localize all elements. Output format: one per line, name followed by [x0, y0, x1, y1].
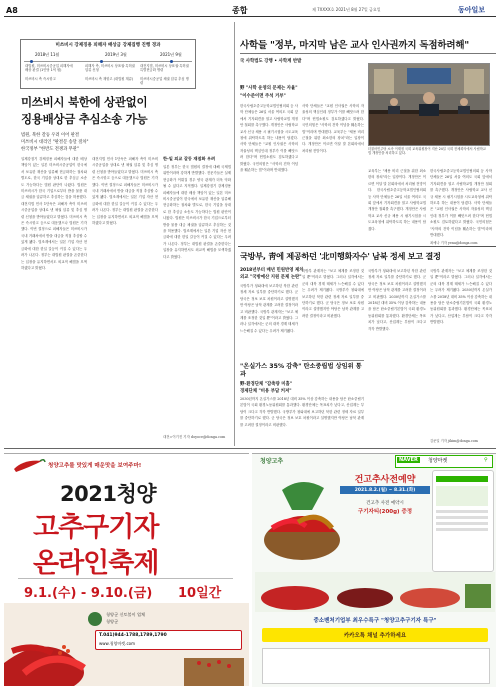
phone-line	[436, 528, 488, 531]
column-divider	[234, 22, 235, 446]
right-top-col4: 한국사립초중고등학교법인협의회 등 사학 단체들은 26일 서울 여의도 국회 앞에서 기자회견을 열고 사립학교법 개정안 철회를 촉구했다. 개정안은 사립학교 교사 신규 채용 시 필기시험을 시도교육청에 위탁하도록 하는 내용이 담겼다. 사학 단체들은 "교원 인사권은 사학의 자율성의 핵심인데 정부가 이를 빼앗으려 한다"며 헌법소원도 검토하겠다고 밝혔다. 국민의힘은 "사학의 건학 이념을 훼손하는 법"이라며 반대했다.	[430, 169, 492, 238]
section-divider	[238, 246, 496, 247]
ad-brand: 청양고추	[260, 458, 284, 465]
ad-bottom-panel	[262, 648, 490, 684]
naver-badge: NAVER	[399, 457, 418, 463]
timeline-date: 2021년 9월	[160, 52, 182, 57]
timeline-text: 피해자 측, 미쓰비시 상표권·특허권 압류 신청	[85, 64, 135, 73]
left-article-col3: 일본 정부는 한국 법원의 결정에 대해 국제법 위반이라며 강하게 반발했다. 전문가들은 실제 현금화가 이뤄질 경우 양국 관계가 더욱 악화될 수 있다고 지적했다. 일제강점기 강제징용 피해자들에 대한 배상 책임이 있는 일본 미쓰비시중공업이 한국에서 보유한 재산을 압류해 현금화하는 절차와 별도로, 한국 기업을 상대로 한 추심금 소송도 가능하다는 법원 판단이 나왔다. 법원은 미쓰비시가 한국 기업으로부터 받을 물품 대금 채권을 압류하고 추심하는 것을 허용했다. 법조계에서는 일본 기업 자산 현금화에 대한 한일 갈등이 커질 수 있다는 우려가 나온다. 정부는 대법원 판결을 존중한다는 입장을 유지하면서도 외교적 해법을 모색하겠다고 밝혔다.	[163, 165, 231, 259]
ad-days: 10일간	[178, 586, 222, 601]
right-top-byline: 최예나 기자 yena@donga.com	[430, 241, 478, 245]
timeline-date: 2019년 3월	[105, 52, 127, 57]
ad-dates: 9.1.(수) - 9.10.(금)	[24, 586, 153, 601]
right-mid-col1: 국방부가 청와대에 보고하던 북한 관련 정세 자료 일부를 중단하기로 했다. 군 당국은 정보 보호 차원이라고 설명했지만 야당은 남북 관계를 고려한 결정이라고 비판했다. 국방부 관계자는 "보고 체계를 조정한 것일 뿐"이라고 밝혔다. 그러나 일각에서는 군의 대북 경계 태세가 느슨해질 수 있다는 우려가 제기됐다.	[240, 284, 298, 333]
issue-date: 제 7XXXX호 2021년 8월 27일 금요일	[312, 7, 381, 12]
phone-header-bar	[436, 476, 488, 482]
county-emblem-icon	[88, 612, 102, 626]
right-top-col2: 사학 단체들은 "교원 인사권은 사학의 자율성의 핵심인데 정부가 이를 빼앗으려 한다"며 헌법소원도 검토하겠다고 밝혔다. 국민의힘은 "사학의 건학 이념을 훼손하는 법"이라며 반대했다. 교육부는 "채용 비리 근절을 위한 최소한의 장치"라는 입장이다. 개정안은 이르면 이달 말 본회의에서 처리될 전망이다.	[302, 104, 364, 153]
ad-sponsor: 청양군	[106, 619, 119, 624]
right-top-col3: 교육부는 "채용 비리 근절을 위한 최소한의 장치"라는 입장이다. 개정안은 이르면 이달 말 본회의에서 처리될 전망이다. 한국사립초중고등학교법인협의회 등 사학 단체들은 26일 서울 여의도 국회 앞에서 기자회견을 열고 사립학교법 개정안 철회를 촉구했다. 개정안은 사립학교 교사 신규 채용 시 필기시험을 시도교육청에 위탁하도록 하는 내용이 담겼다.	[368, 169, 426, 231]
left-article-byline: 대전=이기진 기자 doyoce@donga.com	[163, 435, 226, 439]
timeline-dot	[100, 60, 103, 63]
header-rule	[4, 16, 496, 17]
ad-title-1: 고추구기자	[33, 512, 159, 543]
preorder-dates: 2021.8.2.(월) ~ 8.31.(화)	[340, 486, 430, 494]
left-headline-line2: 징용배상금 추심소송 가능	[21, 112, 148, 126]
ad-org: 청양군 신토불이 업체	[106, 612, 146, 617]
page-number: A8	[6, 6, 18, 15]
preorder-title: 건고추사전예약	[354, 475, 416, 485]
phone-line	[436, 516, 488, 519]
left-subhead: 한국정부 "한반도 전쟁과 무관"	[21, 147, 79, 152]
article-ad-divider	[4, 448, 496, 449]
chili-icon	[10, 457, 46, 475]
timeline-text: 미쓰비시 측 즉시항고	[25, 77, 56, 81]
chili-basket-image	[262, 470, 342, 565]
right-top-subhead: "이수준이면 주석 거부"	[240, 94, 286, 99]
ad-phone: T.041)944-1788,1789,1790	[99, 633, 167, 638]
preorder-sub: 건고추 사전 예약시	[366, 501, 404, 506]
ad-title-2: 온라인축제	[33, 548, 159, 579]
left-subhead: 법원, 북한 갈등 우려 이어 판결	[21, 133, 80, 138]
search-icon[interactable]: ⚲	[484, 457, 488, 463]
phone-line	[436, 522, 488, 525]
right-top-headline: 사학들 "정부, 마지막 남은 교사 인사권까지 독점하려해"	[240, 40, 470, 51]
timeline-text: 대법원, 미쓰비시중공업 피해자에 배상 판결 (1인당 1억 원)	[25, 64, 73, 73]
right-mid-col2: 국방부 관계자는 "보고 체계를 조정한 것일 뿐"이라고 밝혔다. 그러나 일각에서는 군의 대북 경계 태세가 느슨해질 수 있다는 우려가 제기됐다. 국방부가 청와대에 보고하던 북한 관련 정세 자료 일부를 중단하기로 했다. 군 당국은 정보 보호 차원이라고 설명했지만 야당은 남북 관계를 고려한 결정이라고 비판했다.	[302, 269, 364, 318]
right-top-subhead: 국 사학법도 강행 • 사학계 반발	[240, 59, 302, 64]
right-mid-col4: 국방부 관계자는 "보고 체계를 조정한 것일 뿐"이라고 밝혔다. 그러나 일각에서는 군의 대북 경계 태세가 느슨해질 수 있다는 우려가 제기됐다. 2030년까지 온실가스를 2018년 대비 35% 이상 감축하는 내용을 담은 탄소중립기본법이 국회 환경노동위원회를 통과했다. 환경단체는 목표치가 낮다고, 산업계는 부담이 크다고 각각 반발했다.	[430, 269, 492, 325]
carbon-subhead: 野-환경단체 "감축량 미흡"	[240, 382, 293, 387]
right-mid-subhead: 2018년부터 매년 민원반영 제차	[240, 268, 304, 273]
produce-photo	[255, 572, 495, 612]
ad-url[interactable]: www.청양마켓.com	[99, 641, 135, 646]
newspaper-logo: 동아일보	[458, 6, 486, 14]
right-mid-subhead: 외교 "국방예산 지원 문제 논란"	[240, 275, 302, 280]
special-zone-footer: 중소벤처기업부 최우수특구 "청양고추구기자 특구"	[313, 618, 437, 624]
timeline-dot	[30, 60, 33, 63]
carbon-headline: "온실가스 35% 감축" 탄소중립법 상임위 통과	[240, 363, 364, 378]
right-top-subhead: 野 "사학 운영의 문제는 자율"	[240, 86, 298, 91]
kakao-banner-text[interactable]: 카카오톡 채널 추가하세요	[343, 633, 407, 639]
timeline-title: 미쓰비시 강제징용 피해자 배상금 강제집행 진행 경과	[55, 43, 161, 48]
right-top-col1: 한국사립초중고등학교법인협의회 등 사학 단체들은 26일 서울 여의도 국회 앞에서 기자회견을 열고 사립학교법 개정안 철회를 촉구했다. 개정안은 사립학교 교사 신규 채용 시 필기시험을 시도교육청에 위탁하도록 하는 내용이 담겼다. 사학 단체들은 "교원 인사권은 사학의 자율성의 핵심인데 정부가 이를 빼앗으려 한다"며 헌법소원도 검토하겠다고 밝혔다. 국민의힘은 "사학의 건학 이념을 훼손하는 법"이라며 반대했다.	[240, 104, 298, 173]
right-mid-headline: 국방부, 靑에 제공하던 '北미행화자수' 남북 정세 보고 결정	[240, 251, 441, 261]
left-article-col2: 대전지법 민사 1단독은 피해자 측이 미쓰비시중공업을 상대로 낸 채권 압류 및 추심 명령 신청을 받아들였다고 밝혔다. 미쓰비시 측은 즉시항고 등으로 대응했으나 법원은 기각했다. 이번 결정으로 피해자들은 미쓰비시가 국내 거래처에서 받을 대금을 직접 추심할 수 있게 됐다. 법조계에서는 일본 기업 자산 현금화에 대한 한일 갈등이 커질 수 있다는 우려가 나온다. 정부는 대법원 판결을 존중한다는 입장을 유지하면서도 외교적 해법을 모색하겠다고 밝혔다.	[92, 157, 158, 226]
left-headline-line1: 미쓰비시 북한에 상관없이	[21, 95, 148, 109]
carbon-body: 2030년까지 온실가스를 2018년 대비 35% 이상 감축하는 내용을 담은 탄소중립기본법이 국회 환경노동위원회를 통과했다. 환경단체는 목표치가 낮다고, 산업계는 부담이 크다고 각각 반발했다. 국방부가 청와대에 보고하던 북한 관련 정세 자료 일부를 중단하기로 했다. 군 당국은 정보 보호 차원이라고 설명했지만 야당은 남북 관계를 고려한 결정이라고 비판했다.	[240, 396, 364, 444]
section-label: 종합	[232, 6, 248, 15]
search-query[interactable]: 청양마켓	[428, 458, 448, 464]
preorder-gift: 구기자티(200g) 증정	[357, 509, 413, 515]
timeline-text: 미쓰비시 측 재항고 (대법원 계류)	[85, 77, 134, 81]
photo-caption: 더불어민주당 소속 이재정 국회 교육위원장이 지난 24일 국회 전체회의에서 사립학교법 개정안을 처리하고 있다.	[368, 147, 486, 156]
timeline-dot	[170, 60, 173, 63]
phone-line	[436, 510, 488, 513]
timeline-text: 대전지법, 미쓰비시 상표권·특허권 특별현금화 명령	[140, 64, 189, 73]
headline-rule	[240, 53, 496, 54]
right-mid-byline: 김준일 기자 jikim@donga.com	[430, 439, 478, 443]
left-article-col1: 일제강점기 강제징용 피해자들에 대한 배상 책임이 있는 일본 미쓰비시중공업이 한국에서 보유한 재산을 압류해 현금화하는 절차와 별도로, 한국 기업을 상대로 한 추심금 소송도 가능하다는 법원 판단이 나왔다. 법원은 미쓰비시가 한국 기업으로부터 받을 물품 대금 채권을 압류하고 추심하는 것을 허용했다. 대전지법 민사 1단독은 피해자 측이 미쓰비시중공업을 상대로 낸 채권 압류 및 추심 명령 신청을 받아들였다고 밝혔다. 미쓰비시 측은 즉시항고 등으로 대응했으나 법원은 기각했다. 이번 결정으로 피해자들은 미쓰비시가 국내 거래처에서 받을 대금을 직접 추심할 수 있게 됐다. 법조계에서는 일본 기업 자산 현금화에 대한 한일 갈등이 커질 수 있다는 우려가 나온다. 정부는 대법원 판결을 존중한다는 입장을 유지하면서도 외교적 해법을 모색하겠다고 밝혔다.	[21, 157, 87, 270]
right-mid-col3: 국방부가 청와대에 보고하던 북한 관련 정세 자료 일부를 중단하기로 했다. 군 당국은 정보 보호 차원이라고 설명했지만 야당은 남북 관계를 고려한 결정이라고 비판했다. 2030년까지 온실가스를 2018년 대비 35% 이상 감축하는 내용을 담은 탄소중립기본법이 국회 환경노동위원회를 통과했다. 환경단체는 목표치가 낮다고, 산업계는 부담이 크다고 각각 반발했다.	[368, 269, 426, 331]
sub-article-rule	[302, 360, 364, 361]
left-subhead: 미쓰비시 대리인 "판결문 송달 절차"	[21, 140, 89, 145]
timeline-axis	[24, 61, 192, 62]
ad-year: 2021청양	[60, 482, 157, 506]
assembly-photo	[368, 63, 490, 146]
carbon-subhead: 경제단체 "비용 부담 커져"	[240, 389, 292, 394]
ad-rule	[18, 578, 233, 579]
timeline-text: 미쓰비시중공업 채권 압류 추심 명령	[140, 77, 189, 86]
phone-banner	[436, 486, 488, 506]
ad-tagline: 청양고추를 맛있게 매운맛을 보여주마!	[48, 463, 142, 469]
timeline-date: 2018년 11월	[35, 52, 60, 57]
left-article-subhead: 한-일 외교 갈등 재점화 우려	[163, 156, 216, 161]
